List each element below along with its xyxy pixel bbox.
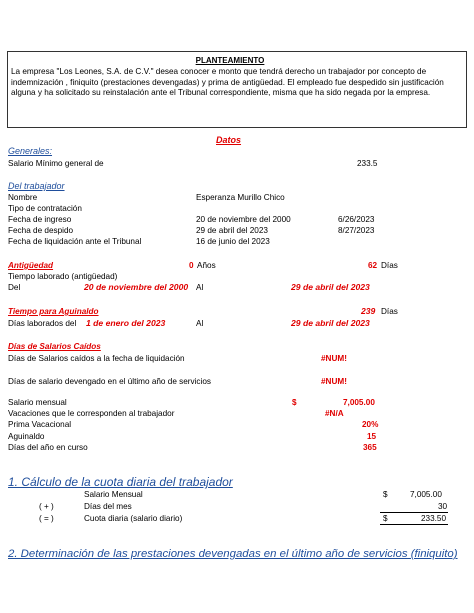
aguinaldo-al-value: 29 de abril del 2023: [291, 318, 370, 328]
planteamiento-title: PLANTEAMIENTO: [195, 56, 265, 65]
nombre-label: Nombre: [8, 193, 38, 202]
fecha-liquidacion-label: Fecha de liquidación ante el Tribunal: [8, 237, 142, 246]
aguinaldo-del-value: 1 de enero del 2023: [86, 318, 166, 328]
salario-minimo-value: 233.5: [357, 159, 378, 168]
antiguedad-heading: Antigüedad: [8, 261, 54, 270]
generales-heading: Generales:: [8, 146, 53, 156]
salarios-caidos-row2-label: Días de salario devengado en el último año de servicios: [8, 377, 211, 386]
dias-anio-value: 365: [363, 443, 377, 452]
salario-minimo-label: Salario Mínimo general de: [8, 159, 104, 168]
aguinaldo-al-label: Al: [196, 319, 204, 328]
antiguedad-anios-label: Años: [197, 261, 216, 270]
vacaciones-value: #N/A: [325, 409, 344, 418]
section1-row-value: 7,005.00: [410, 490, 442, 499]
planteamiento-body: La empresa "Los Leones, S.A. de C.V." desea conocer e monto que tendrá derecho un trabajador por concepto de indemnización , finiquito (prestaciones devengadas) y prima de antigüedad. El empleado fue despedido sin justificación alguna y ha solicitado su reinstalación ante el Tribunal correspondiente, misma que ha sido negada por la empresa.: [11, 67, 444, 97]
section1-row-value: 30: [438, 502, 448, 511]
salarios-caidos-row1-label: Días de Salarios caídos a la fecha de liquidación: [8, 354, 185, 363]
nombre-value: Esperanza Murillo Chico: [196, 193, 285, 202]
section1-row-currency: $: [383, 514, 388, 523]
fecha-liquidacion-text: 16 de junio del 2023: [196, 237, 270, 246]
fecha-ingreso-text: 20 de noviembre del 2000: [196, 215, 291, 224]
aguinaldo-heading: Tiempo para Aguinaldo: [8, 307, 99, 316]
antiguedad-anios-value: 0: [189, 261, 194, 270]
dias-anio-label: Días del año en curso: [8, 443, 88, 452]
salarios-caidos-heading: Días de Salarios Caídos: [8, 342, 101, 351]
total-underline-bottom: [380, 524, 448, 525]
salario-mensual-value: 7,005.00: [343, 398, 375, 407]
fecha-despido-text: 29 de abril del 2023: [196, 226, 268, 235]
antiguedad-del-value: 20 de noviembre del 2000: [84, 282, 189, 292]
section1-row-op: ( = ): [39, 514, 54, 523]
datos-heading: Datos: [216, 135, 242, 145]
salario-mensual-label: Salario mensual: [8, 398, 67, 407]
aguinaldo-value: 15: [367, 432, 377, 441]
section1-row-label: Días del mes: [84, 502, 132, 511]
vacaciones-label: Vacaciones que le corresponden al trabajador: [8, 409, 175, 418]
salarios-caidos-row2-value: #NUM!: [321, 377, 347, 386]
tipo-contrato-label: Tipo de contratación: [8, 204, 82, 213]
section1-row-value: 233.50: [421, 514, 447, 523]
fecha-ingreso-label: Fecha de ingreso: [8, 215, 72, 224]
dias-laborados-label: Días laborados del: [8, 319, 77, 328]
antiguedad-al-label: Al: [196, 283, 204, 292]
trabajador-heading: Del trabajador: [8, 181, 65, 191]
section1-row-label: Salario Mensual: [84, 490, 143, 499]
salario-mensual-currency: $: [292, 398, 297, 407]
antiguedad-dias-value: 62: [368, 261, 378, 270]
fecha-despido-label: Fecha de despido: [8, 226, 74, 235]
total-underline-top: [380, 512, 448, 513]
prima-vacacional-value: 20%: [362, 420, 379, 429]
fecha-despido-num: 8/27/2023: [338, 226, 375, 235]
fecha-ingreso-num: 6/26/2023: [338, 215, 375, 224]
antiguedad-del-label: Del: [8, 283, 21, 292]
aguinaldo-dias-value: 239: [361, 306, 376, 316]
section1-row-op: ( + ): [39, 502, 54, 511]
aguinaldo-label: Aguinaldo: [8, 432, 45, 441]
section1-row-label: Cuota diaria (salario diario): [84, 514, 183, 523]
section1-heading: 1. Cálculo de la cuota diaria del trabajador: [8, 475, 233, 489]
section2-heading: 2. Determinación de las prestaciones devengadas en el último año de servicios (finiquito): [8, 548, 458, 560]
section1-row-currency: $: [383, 490, 388, 499]
salarios-caidos-row1-value: #NUM!: [321, 354, 347, 363]
prima-vacacional-label: Prima Vacacional: [8, 420, 72, 429]
aguinaldo-dias-label: Días: [381, 307, 398, 316]
tiempo-laborado-label: Tiempo laborado (antigüedad): [8, 272, 118, 281]
antiguedad-al-value: 29 de abril del 2023: [291, 282, 370, 292]
antiguedad-dias-label: Días: [381, 261, 398, 270]
